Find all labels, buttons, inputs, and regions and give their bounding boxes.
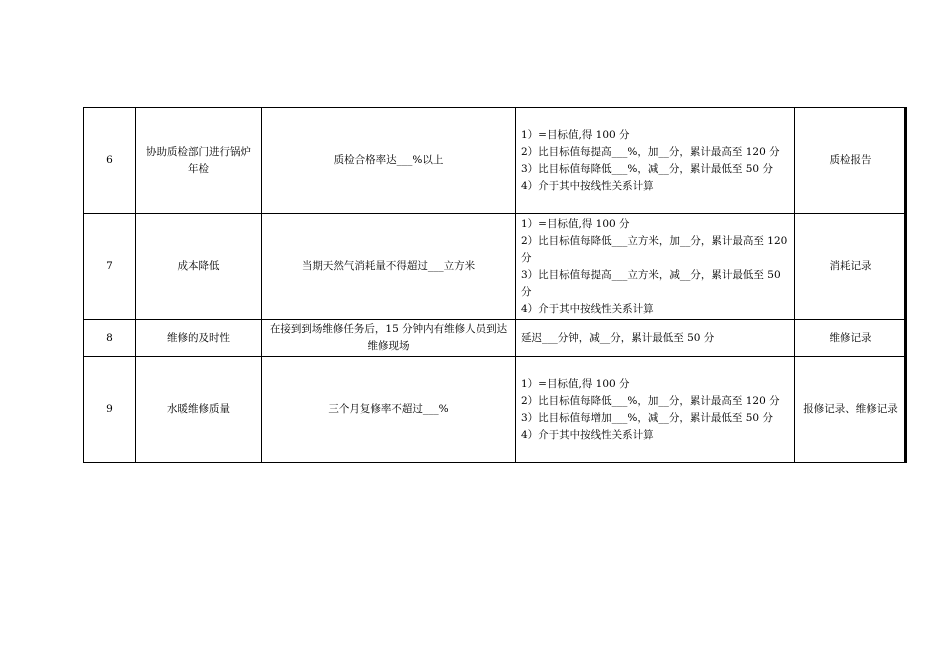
scoring-rule: 1）=目标值,得 100 分 — [521, 377, 630, 390]
scoring-rule: 3）比目标值每降低___%，减__分，累计最低至 50 分 — [521, 162, 773, 175]
table-row — [84, 108, 907, 214]
scoring-rule: 1）=目标值,得 100 分 — [521, 217, 630, 230]
table-row — [84, 214, 907, 320]
scoring-rule: 4）介于其中按线性关系计算 — [521, 302, 654, 315]
scoring-rule: 3）比目标值每增加___%，减__分，累计最低至 50 分 — [521, 411, 773, 424]
table-row — [84, 320, 907, 357]
data-source: 质检报告 — [795, 108, 907, 214]
scoring-rule: 2）比目标值每降低___立方米，加__分，累计最高至 120 分 — [521, 234, 788, 264]
scoring-rules — [516, 320, 795, 357]
kpi-table — [83, 107, 907, 463]
data-source: 维修记录 — [795, 320, 907, 357]
scoring-rule: 3）比目标值每提高___立方米，减__分，累计最低至 50 分 — [521, 268, 781, 298]
target-value: 当期天然气消耗量不得超过___立方米 — [262, 214, 516, 320]
data-source: 报修记录、维修记录 — [795, 357, 907, 463]
scoring-rules — [516, 214, 795, 320]
target-value: 三个月复修率不超过___% — [262, 357, 516, 463]
scoring-rule: 4）介于其中按线性关系计算 — [521, 179, 654, 192]
row-number: 9 — [84, 357, 136, 463]
scoring-rule: 2）比目标值每降低___%，加__分，累计最高至 120 分 — [521, 394, 780, 407]
scoring-rules — [516, 357, 795, 463]
assessment-item: 协助质检部门进行锅炉年检 — [136, 108, 262, 214]
scoring-rules — [516, 108, 795, 214]
assessment-item: 维修的及时性 — [136, 320, 262, 357]
scoring-rule: 4）介于其中按线性关系计算 — [521, 428, 654, 441]
assessment-item: 成本降低 — [136, 214, 262, 320]
row-number: 7 — [84, 214, 136, 320]
scoring-rule: 延迟___分钟，减__分，累计最低至 50 分 — [521, 331, 715, 344]
row-number: 8 — [84, 320, 136, 357]
scoring-rule: 2）比目标值每提高___%，加__分，累计最高至 120 分 — [521, 145, 780, 158]
scoring-rule: 1）=目标值,得 100 分 — [521, 128, 630, 141]
target-value: 质检合格率达___%以上 — [262, 108, 516, 214]
data-source: 消耗记录 — [795, 214, 907, 320]
row-number: 6 — [84, 108, 136, 214]
table-row — [84, 357, 907, 463]
target-value: 在接到到场维修任务后，15 分钟内有维修人员到达维修现场 — [262, 320, 516, 357]
assessment-item: 水暖维修质量 — [136, 357, 262, 463]
table-right-border — [904, 107, 906, 462]
